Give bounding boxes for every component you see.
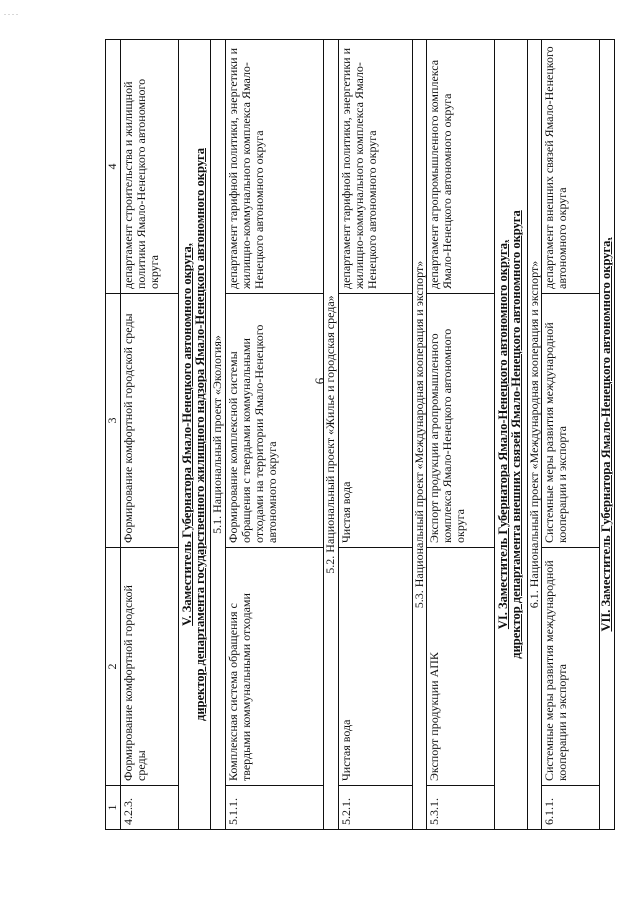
table-header-row (106, 40, 121, 830)
project-cell: Чистая вода (338, 294, 412, 548)
responsibility-table (105, 39, 615, 830)
project-heading (527, 40, 542, 830)
row-number: 4.2.3. (121, 786, 179, 830)
table-row (427, 40, 495, 830)
project-cell: Экспорт продукции агропромышленного комплекса Ямало-Ненецкого автономного округа (427, 294, 495, 548)
section-heading-v (179, 40, 211, 830)
section-heading-line: VII. Заместитель Губернатора Ямало-Ненецкого автономного округа, (600, 40, 615, 830)
table-row (121, 40, 179, 830)
project-heading-text: 5.1. Национальный проект «Экология» (211, 40, 226, 830)
scan-marks: . . . . (4, 8, 18, 17)
project-cell: Системные меры развития международной кооперации и экспорта (542, 294, 600, 548)
responsible-cell: департамент внешних связей Ямало-Ненецкого автономного округа (542, 40, 600, 294)
section-heading-line: директор департамента внешних связей Ямало-Ненецкого автономного округа (509, 210, 524, 659)
section-heading-vi (495, 40, 527, 830)
section-heading-vii (600, 40, 615, 830)
project-heading-text: 6.1. Национальный проект «Международная кооперация и экспорт» (527, 40, 542, 830)
project-heading (324, 40, 339, 830)
rotated-document (105, 40, 615, 830)
table-row (338, 40, 412, 830)
responsible-cell: департамент тарифной политики, энергетики и жилищно-коммунального комплекса Ямало-Ненецкого автономного округа (338, 40, 412, 294)
row-number: 5.3.1. (427, 786, 495, 830)
regional-project-cell: Формирование комфортной городской среды (121, 548, 179, 786)
regional-project-cell: Экспорт продукции АПК (427, 548, 495, 786)
section-heading-line: V. Заместитель Губернатора Ямало-Ненецкого автономного округа, (180, 243, 194, 626)
regional-project-cell: Системные меры развития международной кооперации и экспорта (542, 548, 600, 786)
page-number: 6 (312, 377, 327, 385)
section-heading-line: VI. Заместитель Губернатора Ямало-Ненецкого автономного округа, (496, 239, 511, 630)
regional-project-cell: Комплексная система обращения с твердыми коммунальными отходами (226, 548, 324, 786)
regional-project-cell: Чистая вода (338, 548, 412, 786)
section-heading-line: директор департамента государственного жилищного надзора Ямало-Ненецкого автономного округа (193, 148, 207, 721)
responsible-cell: департамент тарифной политики, энергетики и жилищно-коммунального комплекса Ямало-Ненецкого автономного округа (226, 40, 324, 294)
header-col-3: 3 (106, 294, 121, 548)
project-cell: Формирование комфортной городской среды (121, 294, 179, 548)
table-row (542, 40, 600, 830)
project-heading-text: 5.2. Национальный проект «Жилье и городская среда» (324, 40, 339, 830)
project-heading (412, 40, 427, 830)
project-heading (211, 40, 226, 830)
row-number: 5.2.1. (338, 786, 412, 830)
header-col-1: 1 (106, 786, 121, 830)
row-number: 6.1.1. (542, 786, 600, 830)
table-row (226, 40, 324, 830)
project-heading-text: 5.3. Национальный проект «Международная кооперация и экспорт» (412, 40, 427, 830)
header-col-4: 4 (106, 40, 121, 294)
responsible-cell: департамент строительства и жилищной политики Ямало-Ненецкого автономного округа (121, 40, 179, 294)
row-number: 5.1.1. (226, 786, 324, 830)
header-col-2: 2 (106, 548, 121, 786)
project-cell: Формирование комплексной системы обращения с твердыми коммунальными отходами на территории Ямало-Ненецкого автономного округа (226, 294, 324, 548)
responsible-cell: департамент агропромышленного комплекса Ямало-Ненецкого автономного округа (427, 40, 495, 294)
